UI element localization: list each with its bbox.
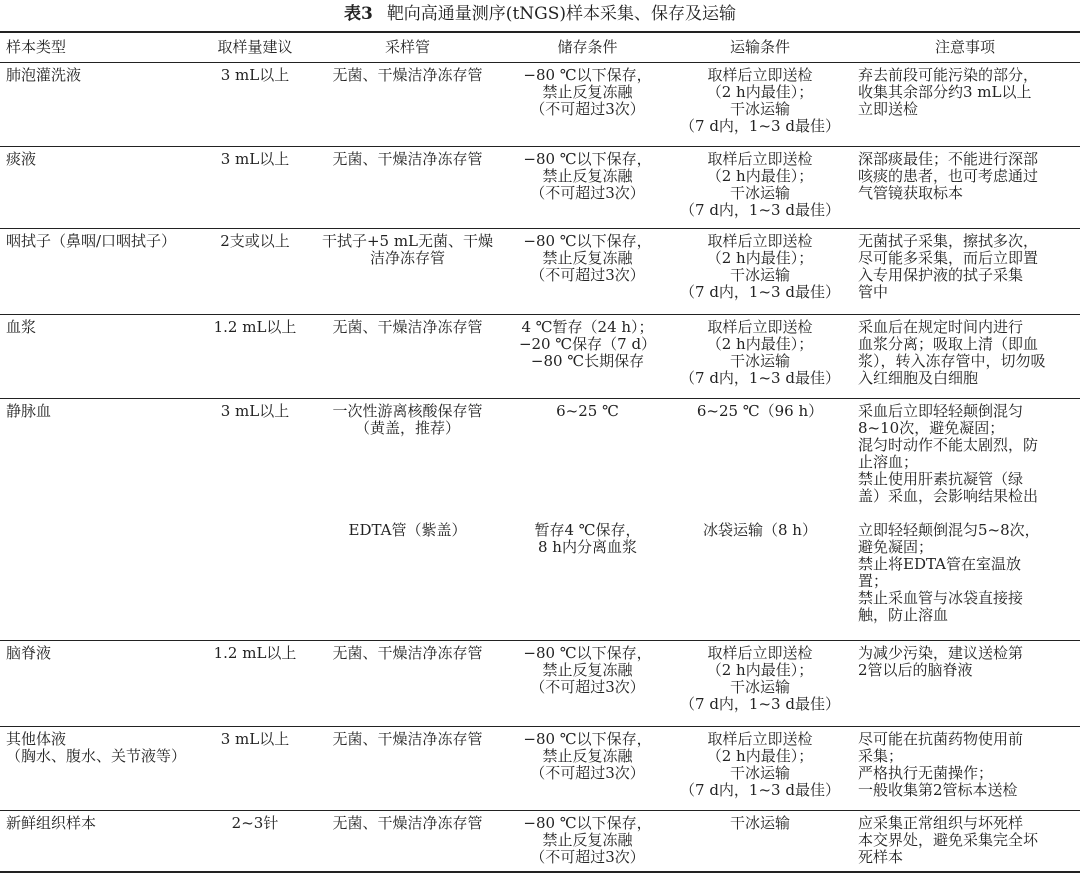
cell-tube bbox=[310, 398, 505, 518]
cell-transport bbox=[670, 314, 850, 398]
cell-transport bbox=[670, 228, 850, 314]
table-row bbox=[0, 726, 1080, 810]
cell-notes-line: 血浆分离；吸取上清（即血 bbox=[858, 334, 1039, 353]
cell-notes-line: 采血后在规定时间内进行 bbox=[858, 317, 1024, 336]
cell-transport-line: 干冰运输 bbox=[729, 677, 790, 696]
cell-tube-line: EDTA管（紫盖） bbox=[348, 521, 467, 539]
cell-storage-line: −80 ℃以下保存， bbox=[523, 643, 652, 662]
cell-storage bbox=[505, 314, 670, 398]
cell-amount-text: 2支或以上 bbox=[220, 231, 290, 250]
cell-notes bbox=[850, 398, 1080, 518]
table-caption-title: 靶向高通量测序(tNGS)样本采集、保存及运输 bbox=[386, 4, 737, 24]
cell-notes bbox=[850, 228, 1080, 314]
cell-notes-line: 盖）采血，会影响结果检出 bbox=[858, 486, 1039, 505]
cell-notes bbox=[850, 726, 1080, 810]
cell-storage-line: （不可超过3次） bbox=[530, 763, 645, 782]
cell-notes-line: 禁止采血管与冰袋直接接 bbox=[858, 589, 1024, 607]
cell-transport-line: （2 h内最佳）； bbox=[706, 334, 814, 353]
cell-sample-type-line: 其他体液 bbox=[6, 729, 67, 748]
cell-storage bbox=[505, 640, 670, 726]
cell-transport bbox=[670, 398, 850, 518]
table-row bbox=[0, 640, 1080, 726]
cell-storage-line: （不可超过3次） bbox=[530, 677, 645, 696]
cell-storage-line: （不可超过3次） bbox=[530, 183, 645, 202]
cell-storage-line: 禁止反复冻融 bbox=[542, 248, 633, 267]
cell-sample-type-line: 脑脊液 bbox=[6, 643, 52, 662]
cell-transport-line: （7 d内，1~3 d最佳） bbox=[680, 780, 840, 799]
cell-notes-line: 深部痰最佳；不能进行深部 bbox=[858, 149, 1039, 168]
cell-amount-text: 3 mL以上 bbox=[220, 65, 290, 84]
cell-amount bbox=[200, 640, 310, 726]
header-notes: 注意事项 bbox=[850, 32, 1080, 62]
cell-amount bbox=[200, 62, 310, 146]
cell-transport-line: （2 h内最佳）； bbox=[706, 166, 814, 185]
cell-notes-line: 8~10次，避免凝固； bbox=[858, 418, 1005, 437]
cell-sample-type-line: 血浆 bbox=[6, 317, 37, 336]
sample-table bbox=[0, 31, 1080, 873]
cell-sample-type bbox=[0, 640, 200, 726]
cell-storage-line: 禁止反复冻融 bbox=[542, 166, 633, 185]
cell-sample-type bbox=[0, 726, 200, 810]
cell-transport bbox=[670, 146, 850, 228]
cell-amount-text: 3 mL以上 bbox=[220, 149, 290, 168]
cell-tube-line: 一次性游离核酸保存管 bbox=[332, 401, 483, 420]
cell-notes-line: 收集其余部分约3 mL以上 bbox=[858, 82, 1032, 101]
header-tube: 采样管 bbox=[310, 32, 505, 62]
cell-tube-line: 无菌、干燥洁净冻存管 bbox=[332, 317, 483, 336]
cell-sample-type bbox=[0, 62, 200, 146]
cell-storage-line: 暂存4 ℃保存， bbox=[534, 521, 641, 539]
cell-amount bbox=[200, 228, 310, 314]
cell-transport-line: 取样后立即送检 bbox=[707, 231, 813, 250]
cell-notes-line: 禁止使用肝素抗凝管（绿 bbox=[858, 469, 1024, 488]
cell-storage-line: 8 h内分离血浆 bbox=[538, 538, 637, 556]
cell-transport bbox=[670, 518, 850, 640]
cell-transport-line: 干冰运输 bbox=[729, 763, 790, 782]
cell-storage-line: −80 ℃以下保存， bbox=[523, 729, 652, 748]
cell-sample-type-line: （胸水、腹水、关节液等） bbox=[6, 746, 187, 765]
cell-notes-line: 混匀时动作不能太剧烈，防 bbox=[858, 435, 1039, 454]
table-row bbox=[0, 62, 1080, 146]
header-sample-type: 样本类型 bbox=[0, 32, 200, 62]
cell-transport bbox=[670, 62, 850, 146]
cell-sample-type-line: 新鲜组织样本 bbox=[6, 813, 97, 832]
cell-notes-line: 采集； bbox=[858, 746, 904, 765]
cell-storage-line: 禁止反复冻融 bbox=[542, 82, 633, 101]
cell-notes-line: 一般收集第2管标本送检 bbox=[858, 780, 1018, 799]
cell-transport-line: （7 d内，1~3 d最佳） bbox=[680, 694, 840, 713]
cell-notes-line: 触，防止溶血 bbox=[858, 606, 949, 624]
cell-sample-type bbox=[0, 398, 200, 518]
cell-notes-line: 2管以后的脑脊液 bbox=[858, 660, 973, 679]
cell-amount bbox=[200, 146, 310, 228]
cell-notes bbox=[850, 518, 1080, 640]
cell-transport-line: （7 d内，1~3 d最佳） bbox=[680, 200, 840, 219]
cell-amount bbox=[200, 314, 310, 398]
cell-transport bbox=[670, 640, 850, 726]
cell-tube bbox=[310, 726, 505, 810]
cell-sample-type-line: 静脉血 bbox=[6, 401, 52, 420]
cell-transport-line: 取样后立即送检 bbox=[707, 729, 813, 748]
cell-transport-line: 取样后立即送检 bbox=[707, 149, 813, 168]
table-caption-label: 表3 bbox=[343, 4, 373, 24]
cell-storage-line: 禁止反复冻融 bbox=[542, 830, 633, 849]
cell-storage-line: （不可超过3次） bbox=[530, 265, 645, 284]
table-row bbox=[0, 810, 1080, 872]
cell-storage-line: （不可超过3次） bbox=[530, 847, 645, 866]
cell-transport-line: 取样后立即送检 bbox=[707, 317, 813, 336]
cell-tube-line: 无菌、干燥洁净冻存管 bbox=[332, 813, 483, 832]
cell-tube-line: 洁净冻存管 bbox=[369, 248, 445, 267]
cell-tube-line: 无菌、干燥洁净冻存管 bbox=[332, 65, 483, 84]
table-row bbox=[0, 518, 1080, 640]
cell-storage-line: −80 ℃以下保存， bbox=[523, 65, 652, 84]
cell-transport-line: 取样后立即送检 bbox=[707, 643, 813, 662]
cell-notes-line: 应采集正常组织与坏死样 bbox=[858, 813, 1024, 832]
cell-transport-line: 6~25 ℃（96 h） bbox=[696, 401, 824, 420]
cell-amount bbox=[200, 726, 310, 810]
header-storage: 储存条件 bbox=[505, 32, 670, 62]
cell-notes-line: 无菌拭子采集，擦拭多次， bbox=[858, 231, 1039, 250]
table-row bbox=[0, 146, 1080, 228]
cell-storage-line: 6~25 ℃ bbox=[556, 401, 619, 420]
cell-sample-type bbox=[0, 146, 200, 228]
cell-amount-text: 3 mL以上 bbox=[220, 401, 290, 420]
header-transport: 运输条件 bbox=[670, 32, 850, 62]
cell-amount bbox=[200, 398, 310, 518]
cell-tube-line: 无菌、干燥洁净冻存管 bbox=[332, 149, 483, 168]
cell-transport-line: 冰袋运输（8 h） bbox=[703, 521, 817, 539]
table-header-row bbox=[0, 32, 1080, 62]
cell-notes-line: 置； bbox=[858, 572, 889, 590]
cell-sample-type-line: 痰液 bbox=[6, 149, 37, 168]
header-amount: 取样量建议 bbox=[200, 32, 310, 62]
cell-transport-line: （2 h内最佳）； bbox=[706, 82, 814, 101]
cell-transport-line: 干冰运输 bbox=[729, 813, 790, 832]
cell-notes-line: 禁止将EDTA管在室温放 bbox=[858, 555, 1021, 573]
cell-sample-type-line: 咽拭子（鼻咽/口咽拭子） bbox=[6, 231, 177, 250]
table-row bbox=[0, 228, 1080, 314]
cell-storage-line: −20 ℃保存（7 d） bbox=[518, 334, 657, 353]
cell-notes-line: 止溶血； bbox=[858, 452, 919, 471]
cell-storage bbox=[505, 518, 670, 640]
cell-amount-text: 3 mL以上 bbox=[220, 729, 290, 748]
cell-notes-line: 气管镜获取标本 bbox=[858, 183, 964, 202]
cell-tube-line: 干拭子+5 mL无菌、干燥 bbox=[321, 231, 494, 250]
cell-tube bbox=[310, 62, 505, 146]
cell-amount-text: 1.2 mL以上 bbox=[213, 643, 297, 662]
cell-storage bbox=[505, 228, 670, 314]
cell-notes-line: 入专用保护液的拭子采集 bbox=[858, 265, 1024, 284]
cell-notes bbox=[850, 810, 1080, 872]
cell-transport-line: （7 d内，1~3 d最佳） bbox=[680, 368, 840, 387]
cell-tube-line: 无菌、干燥洁净冻存管 bbox=[332, 643, 483, 662]
table-row bbox=[0, 398, 1080, 518]
cell-transport-line: 干冰运输 bbox=[729, 183, 790, 202]
cell-notes-line: 严格执行无菌操作； bbox=[858, 763, 994, 782]
cell-notes-line: 为减少污染，建议送检第 bbox=[858, 643, 1024, 662]
cell-notes-line: 咳痰的患者，也可考虑通过 bbox=[858, 166, 1039, 185]
cell-storage bbox=[505, 398, 670, 518]
cell-tube bbox=[310, 518, 505, 640]
cell-amount-text: 2~3针 bbox=[231, 813, 279, 832]
cell-notes bbox=[850, 640, 1080, 726]
cell-storage-line: 禁止反复冻融 bbox=[542, 746, 633, 765]
cell-notes-line: 弃去前段可能污染的部分， bbox=[858, 65, 1039, 84]
cell-notes-line: 管中 bbox=[858, 282, 889, 301]
cell-notes-line: 浆），转入冻存管中，切勿吸 bbox=[858, 351, 1046, 370]
cell-storage-line: 禁止反复冻融 bbox=[542, 660, 633, 679]
cell-storage bbox=[505, 146, 670, 228]
cell-notes-line: 立即轻轻颠倒混匀5~8次， bbox=[858, 521, 1040, 539]
cell-notes bbox=[850, 62, 1080, 146]
cell-notes bbox=[850, 146, 1080, 228]
cell-notes-line: 尽可能多采集，而后立即置 bbox=[858, 248, 1039, 267]
cell-sample-type bbox=[0, 810, 200, 872]
cell-tube bbox=[310, 314, 505, 398]
cell-amount-text: 1.2 mL以上 bbox=[213, 317, 297, 336]
cell-transport-line: （2 h内最佳）； bbox=[706, 248, 814, 267]
cell-notes bbox=[850, 314, 1080, 398]
cell-storage bbox=[505, 810, 670, 872]
cell-transport-line: 干冰运输 bbox=[729, 99, 790, 118]
cell-tube-line: 无菌、干燥洁净冻存管 bbox=[332, 729, 483, 748]
cell-amount bbox=[200, 518, 310, 640]
cell-transport bbox=[670, 726, 850, 810]
cell-transport bbox=[670, 810, 850, 872]
cell-sample-type bbox=[0, 518, 200, 640]
cell-sample-type bbox=[0, 314, 200, 398]
cell-transport-line: （7 d内，1~3 d最佳） bbox=[680, 282, 840, 301]
cell-notes-line: 采血后立即轻轻颠倒混匀 bbox=[858, 401, 1024, 420]
cell-storage-line: 4 ℃暂存（24 h）； bbox=[521, 317, 654, 336]
cell-notes-line: 避免凝固； bbox=[858, 538, 934, 556]
cell-storage-line: （不可超过3次） bbox=[530, 99, 645, 118]
table-caption bbox=[0, 0, 1080, 30]
cell-transport-line: （7 d内，1~3 d最佳） bbox=[680, 116, 840, 135]
cell-tube bbox=[310, 228, 505, 314]
cell-notes-line: 立即送检 bbox=[858, 99, 919, 118]
cell-storage-line: −80 ℃以下保存， bbox=[523, 149, 652, 168]
cell-notes-line: 入红细胞及白细胞 bbox=[858, 368, 979, 387]
cell-amount bbox=[200, 810, 310, 872]
table-row bbox=[0, 314, 1080, 398]
cell-tube-line: （黄盖，推荐） bbox=[354, 418, 460, 437]
cell-notes-line: 尽可能在抗菌药物使用前 bbox=[858, 729, 1024, 748]
cell-tube bbox=[310, 146, 505, 228]
cell-sample-type-line: 肺泡灌洗液 bbox=[6, 65, 82, 84]
cell-transport-line: （2 h内最佳）； bbox=[706, 660, 814, 679]
cell-tube bbox=[310, 810, 505, 872]
cell-transport-line: 干冰运输 bbox=[729, 265, 790, 284]
cell-notes-line: 本交界处，避免采集完全坏 bbox=[858, 830, 1039, 849]
cell-storage-line: −80 ℃以下保存， bbox=[523, 231, 652, 250]
cell-storage-line: −80 ℃以下保存， bbox=[523, 813, 652, 832]
cell-transport-line: 取样后立即送检 bbox=[707, 65, 813, 84]
cell-tube bbox=[310, 640, 505, 726]
cell-storage bbox=[505, 62, 670, 146]
cell-storage-line: −80 ℃长期保存 bbox=[530, 351, 645, 370]
cell-transport-line: 干冰运输 bbox=[729, 351, 790, 370]
cell-sample-type bbox=[0, 228, 200, 314]
cell-transport-line: （2 h内最佳）； bbox=[706, 746, 814, 765]
cell-notes-line: 死样本 bbox=[858, 847, 904, 866]
cell-storage bbox=[505, 726, 670, 810]
